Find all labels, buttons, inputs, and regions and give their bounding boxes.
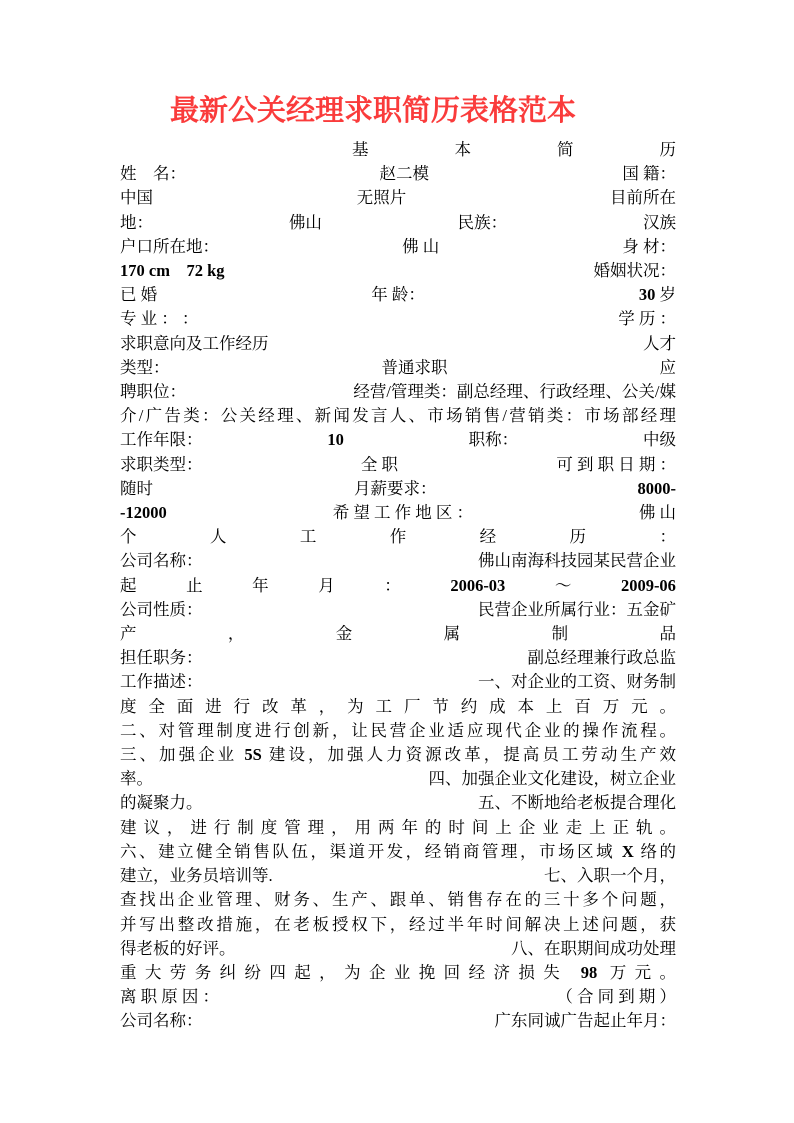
text-segment: [528, 646, 677, 670]
text-segment: [639, 501, 676, 525]
text-segment: [120, 646, 203, 670]
text-line: [120, 791, 676, 815]
text-segment: [120, 235, 219, 259]
text-run: 身 材：: [622, 236, 676, 256]
text-run: 金: [335, 624, 353, 644]
text-segment: [495, 1009, 677, 1033]
text-segment: [120, 985, 219, 1009]
text-segment: [660, 356, 677, 380]
text-run: 工作年限：: [120, 430, 203, 450]
text-segment: [120, 767, 153, 791]
text-line: [120, 574, 676, 598]
text-segment: [120, 380, 186, 404]
text-line: [120, 719, 676, 743]
text-segment: [289, 211, 322, 235]
text-run: 月薪要求：: [354, 478, 437, 498]
text-segment: [120, 283, 157, 307]
text-segment: [120, 864, 273, 888]
text-segment: [478, 670, 676, 694]
text-segment: [120, 501, 167, 525]
text-segment: [120, 1009, 203, 1033]
text-run: 公司名称：: [120, 551, 203, 571]
text-line: [120, 138, 676, 162]
text-run: 佛山: [288, 212, 322, 232]
text-segment: [186, 574, 203, 598]
text-run: 聘职位：: [120, 382, 186, 402]
text-segment: [120, 574, 137, 598]
text-run: 国 籍：: [622, 164, 676, 184]
text-segment: [336, 622, 353, 646]
text-run: 历: [659, 140, 676, 159]
text-segment: [384, 574, 401, 598]
bold-text-run: 5S: [244, 745, 262, 765]
text-line: [120, 283, 676, 307]
text-segment: [429, 767, 677, 791]
text-run: 建议，进行制度管理，用两年的时间上企业走上正轨。: [120, 817, 676, 837]
text-run: 中国: [120, 188, 153, 208]
text-line: [120, 477, 676, 501]
text-run: 目前所在: [610, 188, 676, 208]
text-run: 率。: [120, 769, 153, 789]
text-run: 年: [252, 575, 269, 595]
text-run: 姓 名：: [120, 164, 186, 184]
text-segment: [638, 477, 677, 501]
text-run: ：: [659, 527, 676, 547]
text-run: 本: [454, 140, 471, 159]
text-segment: [556, 985, 676, 1009]
text-segment: [455, 138, 472, 162]
bold-text-run: 8000-: [637, 478, 676, 498]
text-segment: [120, 406, 676, 425]
bold-text-run: 98: [580, 962, 598, 982]
text-segment: [557, 138, 574, 162]
text-run: 度全面进行改革，为工厂节约成本上百万元。: [120, 696, 676, 716]
text-line: [120, 864, 676, 888]
text-run: 止: [186, 575, 203, 595]
text-run: 佛 山: [402, 236, 440, 256]
text-segment: [390, 525, 407, 549]
text-segment: [327, 428, 344, 452]
text-segment: [120, 356, 170, 380]
document-lines: [120, 138, 676, 1034]
text-segment: [660, 138, 677, 162]
text-run: 工: [299, 527, 317, 547]
text-run: 类型：: [120, 357, 170, 377]
text-segment: [643, 428, 676, 452]
text-run: 经营/管理类：副总经理、行政经理、公关/媒: [353, 382, 676, 402]
text-run: 广东同诚广告起止年月：: [494, 1011, 676, 1031]
text-line: [120, 259, 676, 283]
text-line: [120, 525, 676, 549]
text-line: [120, 1009, 676, 1033]
text-run: 汉族: [642, 212, 676, 232]
text-run: 中级: [642, 430, 676, 450]
text-segment: [120, 670, 203, 694]
text-line: [120, 670, 676, 694]
text-run: 万元。: [597, 962, 677, 982]
text-segment: [469, 428, 519, 452]
document-title: 最新公关经理求职简历表格范本: [170, 95, 577, 127]
text-segment: [252, 574, 269, 598]
text-line: [120, 888, 676, 912]
text-segment: [659, 525, 676, 549]
text-line: [120, 235, 676, 259]
text-segment: [570, 525, 587, 549]
text-run: 民族：: [457, 212, 508, 232]
text-run: 五、不断地给老板提合理化: [478, 793, 676, 813]
text-segment: [120, 937, 236, 961]
text-run: 络的: [633, 841, 677, 861]
text-segment: [120, 453, 203, 477]
text-segment: [556, 453, 676, 477]
bold-text-run: X: [621, 841, 634, 861]
text-segment: [120, 915, 676, 934]
bold-text-run: 170 cm 72 kg: [120, 261, 225, 281]
text-segment: [120, 890, 676, 909]
text-run: 人才: [643, 333, 676, 353]
text-run: 求职类型：: [120, 454, 203, 474]
text-segment: [228, 622, 245, 646]
text-segment: [371, 283, 425, 307]
text-line: [120, 428, 676, 452]
text-segment: [354, 477, 437, 501]
text-segment: [610, 186, 676, 210]
text-run: 七、入职一个月，: [544, 866, 676, 886]
text-line: [120, 211, 676, 235]
text-segment: [120, 259, 225, 283]
text-segment: [357, 186, 407, 210]
text-segment: [120, 697, 676, 716]
text-run: 历: [569, 527, 587, 547]
text-segment: [382, 356, 448, 380]
text-segment: [352, 138, 369, 162]
text-segment: [120, 598, 203, 622]
text-segment: [478, 598, 676, 622]
text-segment: [594, 259, 677, 283]
text-run: 得老板的好评。: [120, 938, 236, 958]
text-line: [120, 840, 676, 864]
text-run: 六、建立健全销售队伍，渠道开发，经销商管理，市场区域: [120, 841, 622, 861]
text-line: [120, 695, 676, 719]
text-run: 经: [479, 527, 497, 547]
bold-text-run: 30: [638, 285, 656, 305]
text-segment: [120, 549, 203, 573]
text-line: [120, 622, 676, 646]
text-run: 婚姻状况：: [593, 261, 676, 281]
text-segment: [120, 791, 203, 815]
bold-text-run: 10: [327, 430, 344, 450]
text-run: 佛 山: [638, 503, 676, 523]
text-segment: [120, 211, 153, 235]
text-segment: [120, 307, 198, 331]
text-run: 应: [659, 357, 676, 377]
text-run: 全 职: [360, 454, 398, 474]
text-segment: [120, 721, 676, 740]
text-run: 求职意向及工作经历: [120, 333, 269, 353]
text-run: 专 业 ： ：: [120, 309, 199, 329]
text-segment: [511, 937, 676, 961]
text-segment: [458, 211, 508, 235]
bold-text-run: -12000: [120, 503, 167, 523]
text-line: [120, 937, 676, 961]
text-run: 三、加强企业: [120, 745, 245, 765]
text-line: [120, 913, 676, 937]
text-segment: [544, 864, 676, 888]
text-run: 属: [443, 624, 461, 644]
text-run: 民营企业所属行业：五金矿: [478, 599, 676, 619]
text-line: [120, 404, 676, 428]
text-run: 重大劳务纠纷四起，为企业挽回经济损失: [120, 962, 581, 982]
text-segment: [120, 622, 137, 646]
text-segment: [120, 525, 137, 549]
text-run: 产: [120, 624, 137, 644]
text-line: [120, 332, 676, 356]
text-run: 担任职务：: [120, 648, 203, 668]
text-line: [120, 549, 676, 573]
text-run: 已 婚: [120, 285, 158, 305]
text-run: 四、加强企业文化建设，树立企业: [428, 769, 676, 789]
text-line: [120, 380, 676, 404]
text-line: [120, 985, 676, 1009]
text-run: ，: [227, 624, 245, 644]
text-segment: [318, 574, 335, 598]
text-segment: [621, 574, 676, 598]
text-run: 并写出整改措施，在老板授权下，经过半年时间解决上述问题，获: [120, 914, 676, 934]
text-segment: [552, 622, 569, 646]
text-run: （ 合 同 到 期 ）: [556, 987, 676, 1007]
text-run: 学 历 ：: [618, 309, 676, 329]
bold-text-run: 2009-06: [620, 575, 676, 595]
text-run: 副总经理兼行政总监: [527, 648, 676, 668]
text-run: 可 到 职 日 期 ：: [556, 454, 676, 474]
text-run: 一、对企业的工资、财务制: [478, 672, 676, 692]
text-run: 公司名称：: [120, 1011, 203, 1031]
text-line: [120, 453, 676, 477]
text-segment: [210, 525, 227, 549]
text-run: 简: [557, 140, 574, 159]
text-run: 户口所在地：: [120, 236, 219, 256]
text-run: 希 望 工 作 地 区 ：: [332, 503, 473, 523]
text-segment: [333, 501, 473, 525]
text-segment: [120, 332, 269, 356]
text-run: 建设，加强人力资源改革，提高员工劳动生产效: [261, 745, 677, 765]
text-run: 品: [659, 624, 676, 644]
text-segment: [402, 235, 439, 259]
text-line: [120, 743, 676, 767]
text-segment: [480, 525, 497, 549]
text-run: 八、在职期间成功处理: [511, 938, 676, 958]
text-line: [120, 816, 676, 840]
text-line: [120, 961, 676, 985]
text-segment: [120, 186, 153, 210]
text-run: 的凝聚力。: [120, 793, 203, 813]
text-segment: [120, 428, 203, 452]
text-run: 工作描述：: [120, 672, 203, 692]
text-line: [120, 162, 676, 186]
text-segment: [643, 332, 676, 356]
text-segment: [643, 211, 676, 235]
text-segment: [450, 574, 505, 598]
text-run: 无照片: [356, 188, 407, 208]
text-line: [120, 598, 676, 622]
text-run: 普通求职: [381, 357, 448, 377]
text-run: 个: [120, 527, 137, 547]
text-segment: [353, 380, 676, 404]
text-run: 查找出企业管理、财务、生产、跟单、销售存在的三十多个问题，: [120, 890, 676, 910]
text-run: 岁: [655, 285, 676, 305]
text-run: ：: [384, 575, 401, 595]
text-segment: [478, 549, 676, 573]
text-run: 人: [209, 527, 227, 547]
text-segment: [379, 162, 429, 186]
text-segment: [478, 791, 676, 815]
text-segment: [555, 574, 572, 598]
text-run: 离 职 原 因 ：: [120, 987, 219, 1007]
text-line: [120, 356, 676, 380]
text-run: ～: [554, 575, 572, 595]
text-segment: [659, 622, 676, 646]
bold-text-run: 2006-03: [450, 575, 506, 595]
text-run: 建立，业务员培训等.: [120, 866, 273, 886]
text-run: 起: [120, 575, 137, 595]
text-run: 赵二模: [379, 164, 429, 184]
text-segment: [300, 525, 317, 549]
text-run: 职称：: [468, 430, 519, 450]
text-run: 基: [352, 140, 369, 159]
text-segment: [120, 818, 676, 837]
text-segment: [622, 235, 676, 259]
text-segment: [444, 622, 461, 646]
text-run: 佛山南海科技园某民营企业: [478, 551, 676, 571]
text-run: 二、对管理制度进行创新，让民营企业适应现代企业的操作流程。: [120, 720, 676, 740]
text-segment: [120, 162, 186, 186]
text-run: 作: [389, 527, 407, 547]
text-segment: [639, 283, 676, 307]
text-segment: [361, 453, 398, 477]
text-line: [120, 501, 676, 525]
text-segment: [120, 745, 676, 764]
text-run: 随时: [120, 478, 153, 498]
text-segment: [622, 162, 676, 186]
text-run: 公司性质：: [120, 599, 203, 619]
text-run: 年 龄：: [371, 285, 425, 305]
text-line: [120, 307, 676, 331]
text-run: 月: [318, 575, 335, 595]
text-segment: [618, 307, 676, 331]
text-segment: [120, 477, 153, 501]
text-segment: [120, 842, 676, 861]
text-run: 制: [551, 624, 569, 644]
text-line: [120, 767, 676, 791]
text-segment: [120, 963, 676, 982]
text-line: [120, 186, 676, 210]
text-line: [120, 646, 676, 670]
text-run: 介/广告类：公关经理、新闻发言人、市场销售/营销类：市场部经理: [120, 406, 676, 426]
text-run: 地：: [120, 212, 153, 232]
